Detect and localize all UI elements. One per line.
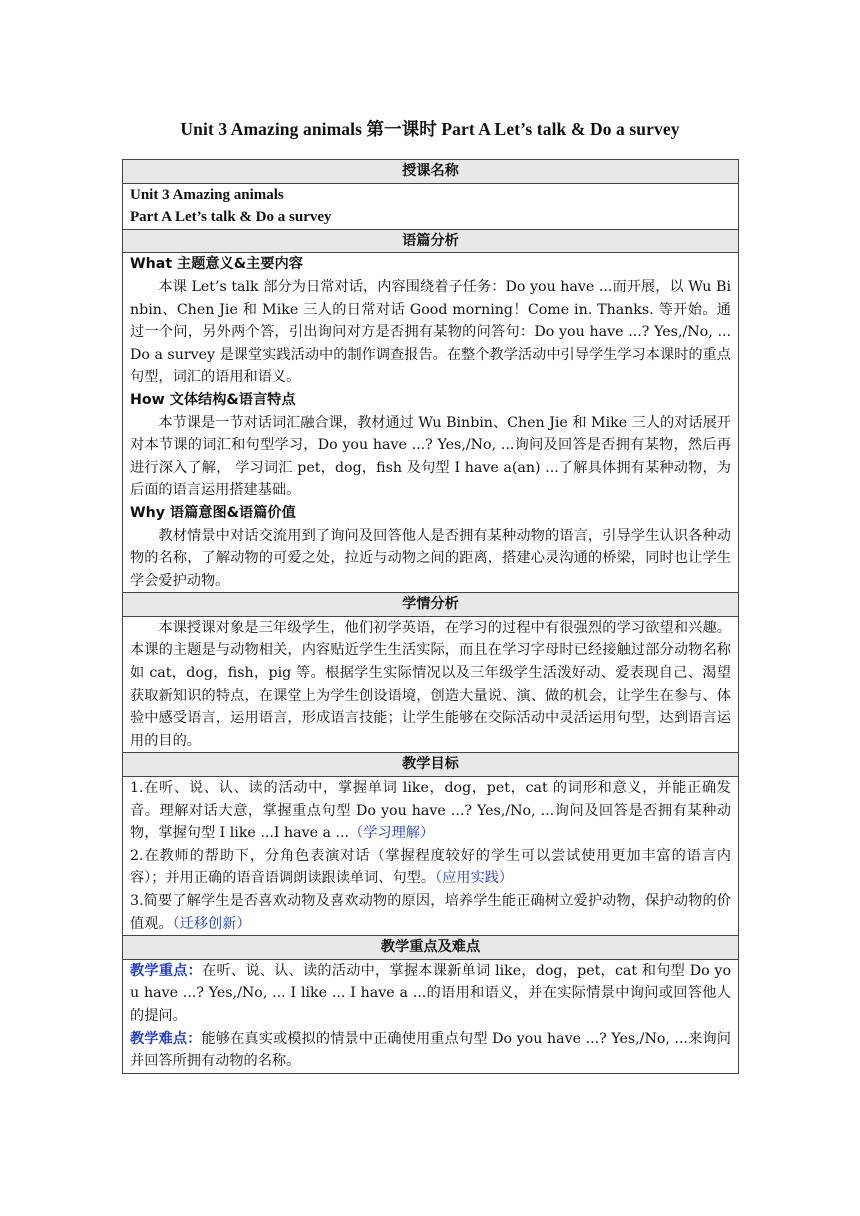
student-analysis-body: 本课授课对象是三年级学生，他们初学英语，在学习的过程中有很强烈的学习欲望和兴趣。本课的主题是与动物相关，内容贴近学生生活实际，而且在学习字母时已经接触过部分动物名称如 cat，dog，fish，pig 等。根据学生实际情况以及三年级学生活泼好动、爱表现自己、渴望获取新知识的特点，在课堂上为学生创设语境，创造大量说、演、做的机会，让学生在参与、体验中感受语言，运用语言，形成语言技能；让学生能够在交际活动中灵活运用句型，达到语言运用的目的。	[130, 619, 731, 749]
objective-1-tag: （学习理解）	[349, 825, 435, 842]
student-analysis-header: 学情分析	[123, 593, 739, 617]
text-analysis-row	[123, 253, 739, 593]
objective-2-text: 2.在教师的帮助下，分角色表演对话（掌握程度较好的学生可以尝试使用更加丰富的语言内容）；并用正确的语音语调朗读跟读单词、句型。	[130, 847, 731, 887]
objectives-header-row	[123, 753, 739, 777]
teaching-difficulty-label: 教学难点：	[130, 1030, 202, 1047]
objective-item-2	[130, 845, 731, 890]
key-points-header: 教学重点及难点	[123, 936, 739, 960]
lesson-plan-table	[122, 159, 739, 1074]
objectives-cell	[123, 777, 739, 936]
objective-3-text: 3.简要了解学生是否喜欢动物及喜欢动物的原因，培养学生能正确树立爱护动物，保护动物的价值观。	[130, 893, 731, 932]
teaching-focus-body: 在听、说、认、读的活动中，掌握本课新单词 like，dog，pet，cat 和句型 Do you have ...? Yes,/No, ... I like ... I have a ...的语用和语义，并在实际情景中询问或回答他人的提问。	[130, 962, 731, 1024]
student-analysis-cell	[123, 616, 739, 753]
teaching-difficulty-body: 能够在真实或模拟的情景中正确使用重点句型 Do you have ...? Yes,/No, ...来询问并回答所拥有动物的名称。	[130, 1030, 731, 1070]
how-body: 本节课是一节对话词汇融合课，教材通过 Wu Binbin、Chen Jie 和 Mike 三人的对话展开对本节课的词汇和句型学习，Do you have ...? Yes,/No, ...询问及回答是否拥有某物，然后再进行深入了解， 学习词汇 pet，dog，fish 及句型 I have a(an) ...了解具体拥有某种动物，为后面的语言运用搭建基础。	[130, 414, 731, 499]
objective-1-text: 1.在听、说、认、读的活动中，掌握单词 like，dog，pet，cat 的词形和意义，并能正确发音。理解对话大意，掌握重点句型 Do you have ...? Yes,/No, ...询问及回答是否拥有某种动物，掌握句型 I like ...I have a ...	[130, 780, 731, 842]
text-analysis-header: 语篇分析	[123, 229, 739, 253]
what-body: 本课 Let’s talk 部分为日常对话，内容围绕着子任务：Do you have ...而开展，以 Wu Binbin、Chen Jie 和 Mike 三人的日常对话 Good morning！Come in. Thanks. 等开始。通过一个问，另外两个答，引出询问对方是否拥有某物的问答句：Do you have ...? Yes,/No, ...Do a survey 是课堂实践活动中的制作调查报告。在整个教学活动中引导学生学习本课时的重点句型，词汇的语用和语义。	[130, 278, 731, 386]
course-name-cell	[123, 183, 739, 229]
text-analysis-cell	[123, 253, 739, 593]
why-body: 教材情景中对话交流用到了询问及回答他人是否拥有某种动物的语言，引导学生认识各种动物的名称，了解动物的可爱之处，拉近与动物之间的距离，搭建心灵沟通的桥梁，同时也让学生学会爱护动物。	[130, 527, 731, 589]
student-analysis-row	[123, 616, 739, 753]
teaching-focus	[130, 960, 731, 1028]
course-part-line: Part A Let’s talk & Do a survey	[130, 209, 332, 226]
course-name-header: 授课名称	[123, 160, 739, 184]
what-heading: What 主题意义&主要内容	[130, 256, 303, 273]
objective-3-tag: （迁移创新）	[172, 915, 251, 932]
student-analysis-header-row	[123, 593, 739, 617]
how-heading: How 文体结构&语言特点	[130, 391, 296, 408]
teaching-focus-label: 教学重点：	[130, 962, 203, 979]
key-points-cell	[123, 959, 739, 1073]
course-name-row	[123, 183, 739, 229]
key-points-header-row	[123, 936, 739, 960]
objectives-header: 教学目标	[123, 753, 739, 777]
objectives-row	[123, 777, 739, 936]
objective-item-3	[130, 890, 731, 935]
why-heading: Why 语篇意图&语篇价值	[130, 504, 296, 521]
objective-item-1	[130, 777, 731, 845]
key-points-row	[123, 959, 739, 1073]
course-unit-line: Unit 3 Amazing animals	[130, 186, 284, 203]
document-title: Unit 3 Amazing animals 第一课时 Part A Let’s talk & Do a survey	[180, 119, 680, 139]
course-name-header-row	[123, 160, 739, 184]
text-analysis-header-row	[123, 229, 739, 253]
objective-2-tag: （应用实践）	[435, 870, 514, 887]
teaching-difficulty	[130, 1028, 731, 1073]
